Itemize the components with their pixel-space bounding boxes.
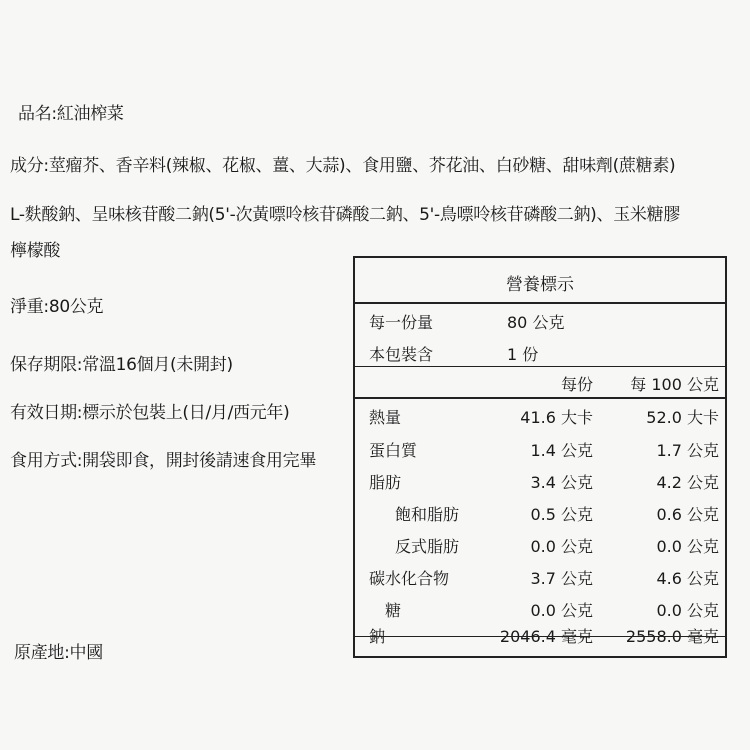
- nutrient-per-100g: 0.0 公克: [656, 537, 719, 556]
- ingredients-line-2: L-麩酸鈉、呈味核苷酸二鈉(5'-次黃嘌呤核苷磷酸二鈉、5'-鳥嘌呤核苷磷酸二鈉)、玉米糖膠: [10, 205, 681, 225]
- servings-per-package-value: 1 份: [507, 345, 539, 364]
- nutrient-per-serving: 3.7 公克: [530, 569, 593, 588]
- nutrient-per-serving: 0.5 公克: [530, 505, 593, 524]
- nutrient-name: 熱量: [369, 408, 402, 427]
- nutrient-per-100g: 0.6 公克: [656, 505, 719, 524]
- serving-size-value: 80 公克: [507, 313, 565, 332]
- nutrient-name: 碳水化合物: [369, 569, 450, 588]
- nutrient-per-100g: 0.0 公克: [656, 601, 719, 620]
- nutrient-per-serving: 41.6 大卡: [520, 408, 593, 427]
- ingredients-line-3: 檸檬酸: [10, 241, 61, 261]
- nutrient-name: 蛋白質: [369, 441, 418, 460]
- per-100g-header: 每 100 公克: [630, 375, 719, 394]
- nutrient-name: 鈉: [369, 627, 386, 646]
- nutrient-per-100g: 1.7 公克: [656, 441, 719, 460]
- shelf-life: 保存期限:常溫16個月(未開封): [10, 355, 233, 375]
- nutrition-facts-table: [353, 256, 727, 658]
- per-serving-header: 每份: [560, 375, 593, 394]
- nutrient-per-serving: 0.0 公克: [530, 601, 593, 620]
- product-name: 品名:紅油榨菜: [18, 104, 124, 124]
- serving-size-label: 每一份量: [369, 313, 434, 332]
- nutrient-per-serving: 0.0 公克: [530, 537, 593, 556]
- nutrition-title: 營養標示: [506, 275, 574, 295]
- table-rule: [355, 397, 725, 399]
- servings-per-package-label: 本包裝含: [369, 345, 434, 364]
- nutrient-name: 脂肪: [369, 473, 402, 492]
- usage-instructions: 食用方式:開袋即食，開封後請速食用完畢: [10, 451, 317, 471]
- net-weight: 淨重:80公克: [10, 297, 104, 317]
- nutrient-per-100g: 4.2 公克: [656, 473, 719, 492]
- ingredients-line-1: 成分:莖瘤芥、香辛料(辣椒、花椒、薑、大蒜)、食用鹽、芥花油、白砂糖、甜味劑(蔗糖素): [10, 156, 676, 176]
- nutrient-per-100g: 4.6 公克: [656, 569, 719, 588]
- nutrient-per-serving: 3.4 公克: [530, 473, 593, 492]
- nutrient-name: 飽和脂肪: [395, 505, 460, 524]
- table-rule: [355, 366, 725, 367]
- nutrient-name: 反式脂肪: [395, 537, 460, 556]
- table-rule: [355, 636, 725, 637]
- nutrient-per-100g: 52.0 大卡: [646, 408, 719, 427]
- nutrient-per-100g: 2558.0 毫克: [625, 627, 719, 646]
- nutrient-name: 糖: [385, 601, 402, 620]
- expiry-date: 有效日期:標示於包裝上(日/月/西元年): [10, 403, 290, 423]
- nutrient-per-serving: 2046.4 毫克: [499, 627, 593, 646]
- nutrient-per-serving: 1.4 公克: [530, 441, 593, 460]
- table-rule: [355, 302, 725, 304]
- country-of-origin: 原產地:中國: [14, 643, 103, 663]
